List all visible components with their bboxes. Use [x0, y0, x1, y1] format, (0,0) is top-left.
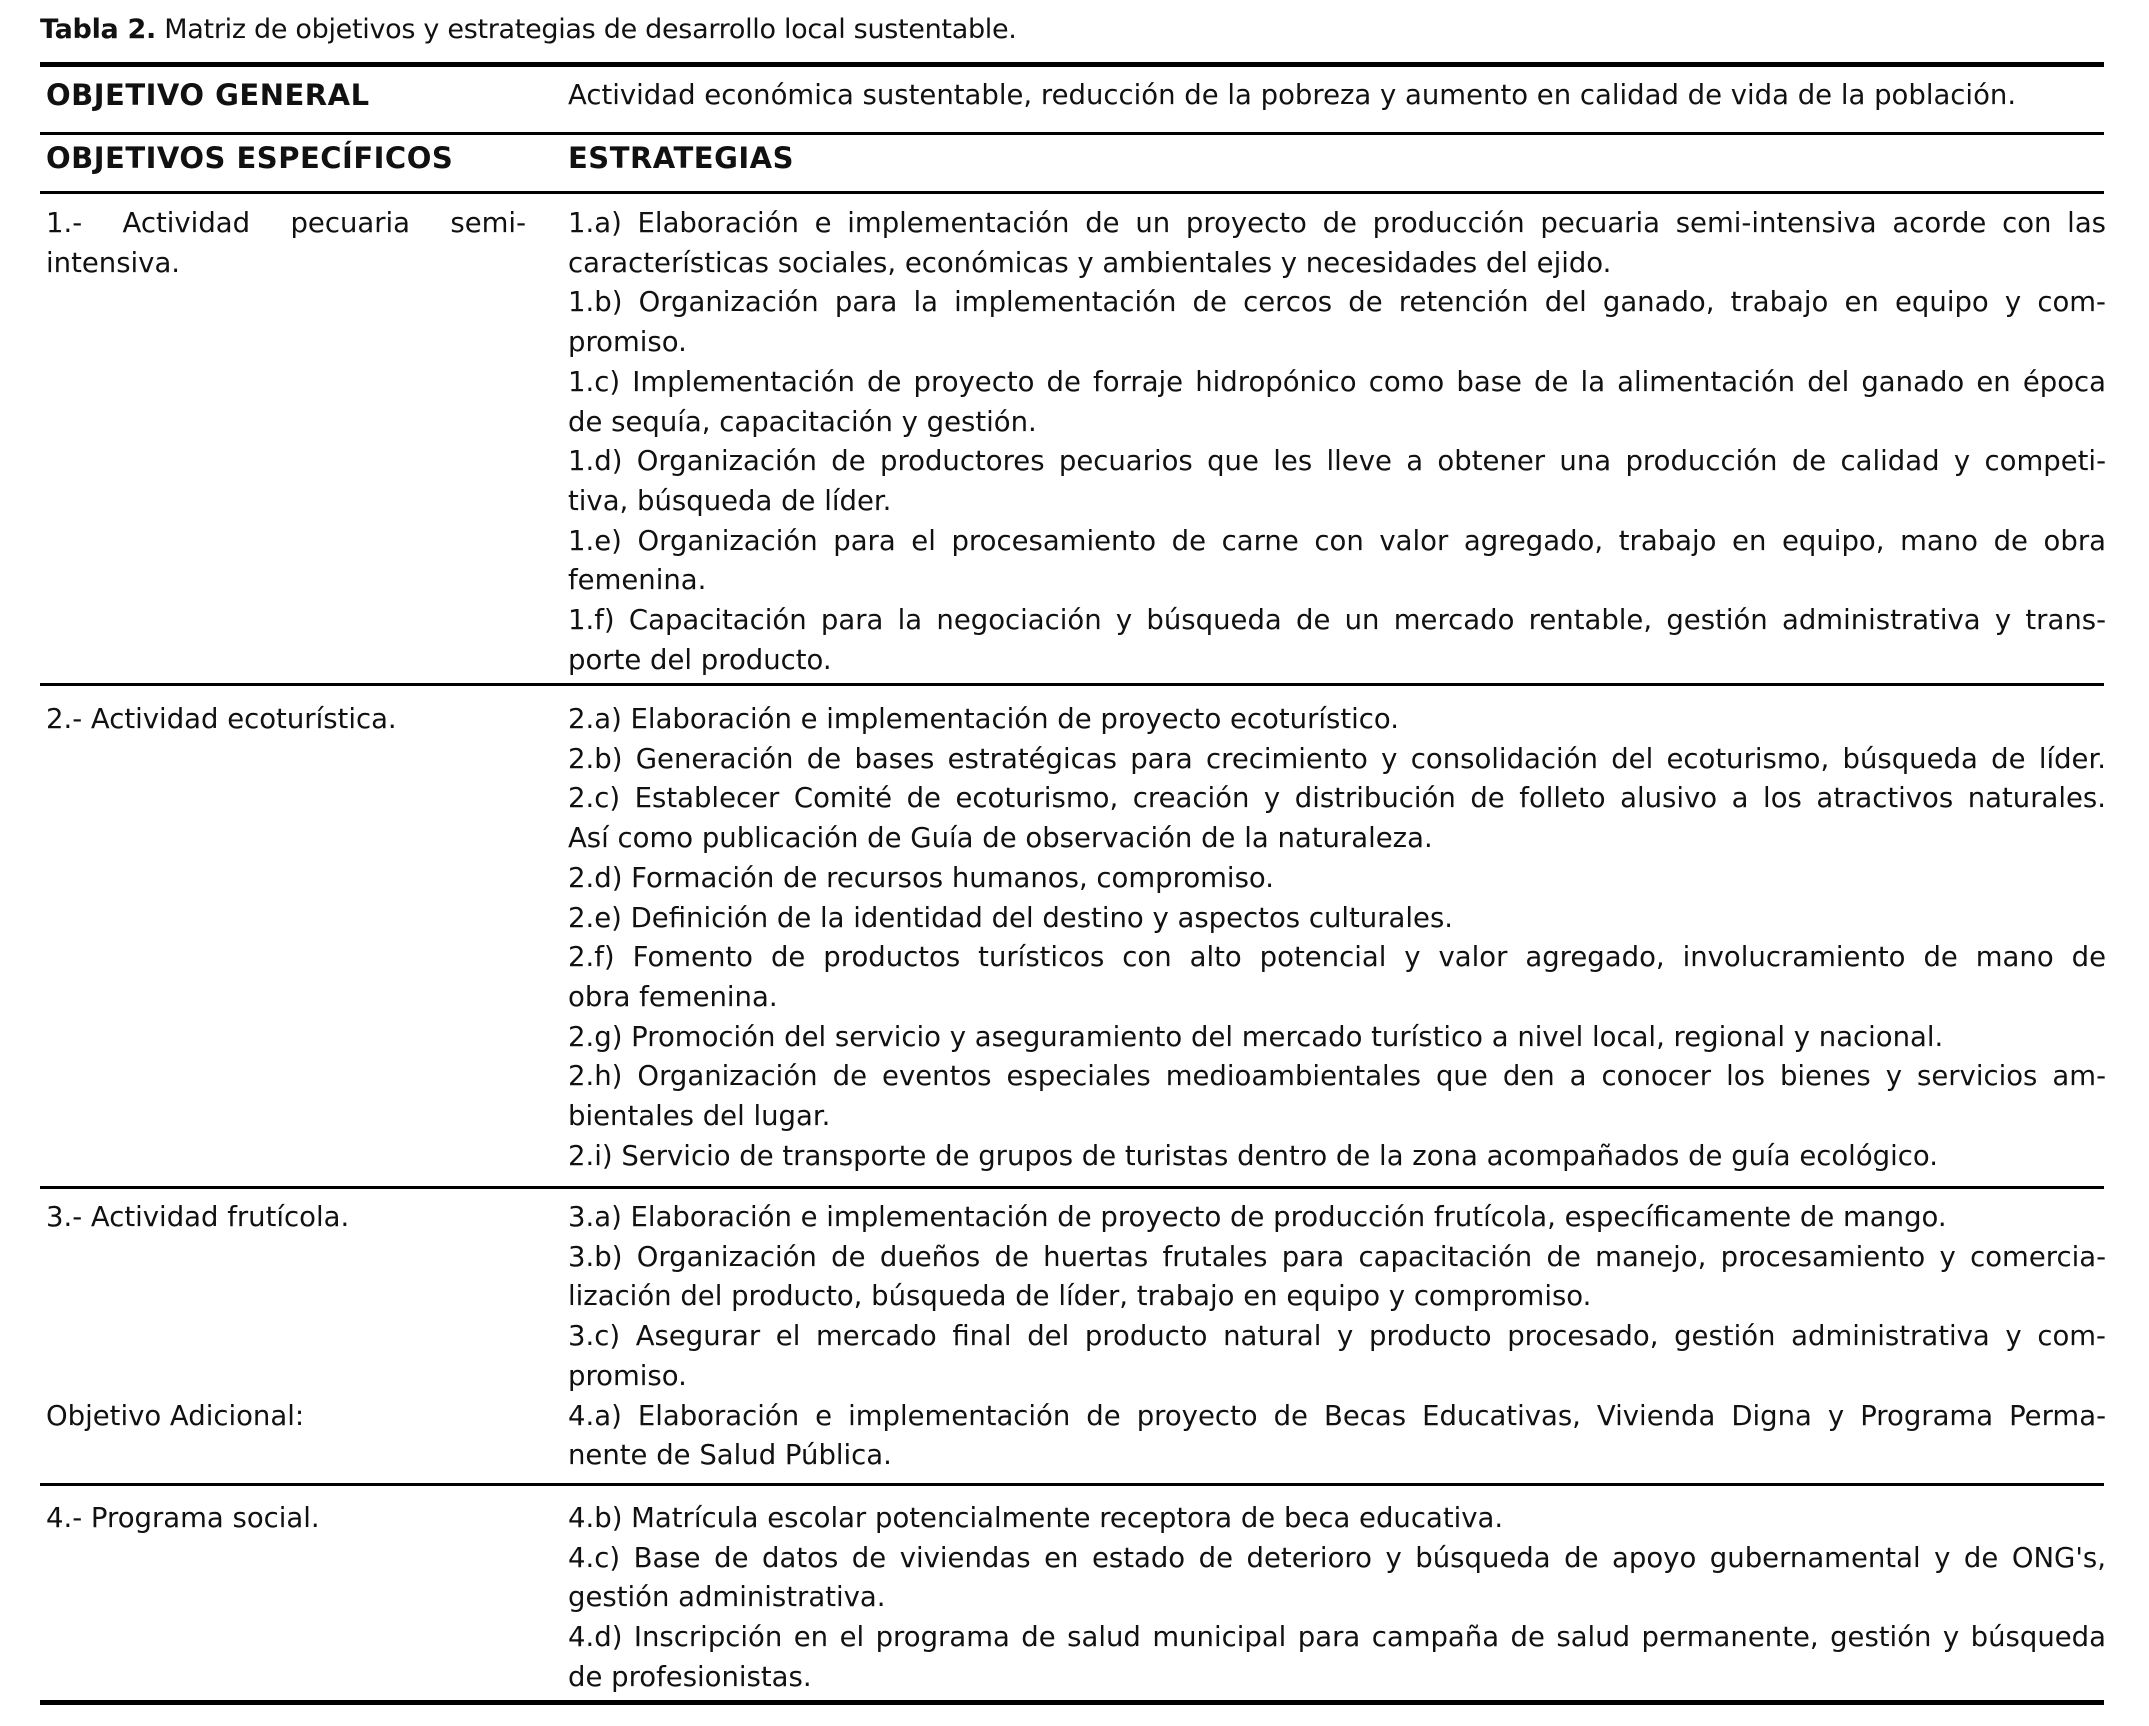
strategies-cell [568, 204, 2106, 680]
row-rule-1 [40, 683, 2104, 686]
strategy-line: de sequía, capacitación y gestión. [568, 405, 1037, 438]
objective-line: 1.- Actividad pecuaria semi- [46, 207, 526, 239]
strategy-line: 1.c) Implementación de proyecto de forraje hidropónico como base de la alimentación del ganado en época [568, 365, 2106, 398]
strategy-line: 1.f) Capacitación para la negociación y búsqueda de un mercado rentable, gestión administrativa y trans- [568, 604, 2106, 637]
strategy-line: 2.f) Fomento de productos turísticos con alto potencial y valor agregado, involucramiento de mano de [568, 941, 2106, 974]
row-rule-2 [40, 1186, 2104, 1189]
bottom-rule [40, 1700, 2104, 1705]
strategy-line: femenina. [568, 564, 707, 597]
strategy-line: promiso. [568, 326, 687, 359]
caption-text: Matriz de objetivos y estrategias de desarrollo local sustentable. [156, 14, 1017, 45]
extra-objective-label: Objetivo Adicional: [46, 1399, 305, 1432]
strategy-line: 1.a) Elaboración e implementación de un proyecto de producción pecuaria semi-intensiva acorde con las [568, 207, 2106, 239]
strategy-line: 2.b) Generación de bases estratégicas para crecimiento y consolidación del ecoturismo, búsqueda de líder. [568, 742, 2106, 775]
strategy-line: 1.b) Organización para la implementación de cercos de retención del ganado, trabajo en equipo y com- [568, 286, 2106, 319]
strategy-line: bientales del lugar. [568, 1100, 831, 1133]
strategy-line: 4.d) Inscripción en el programa de salud municipal para campaña de salud permanente, gestión y búsqueda [568, 1621, 2106, 1654]
strategy-line: 1.e) Organización para el procesamiento de carne con valor agregado, trabajo en equipo, mano de obra [568, 524, 2106, 557]
objective-line: 4.- Programa social. [46, 1502, 320, 1534]
strategy-line: 2.e) Definición de la identidad del destino y aspectos culturales. [568, 901, 1454, 934]
strategy-line: 4.b) Matrícula escolar potencialmente receptora de beca educativa. [568, 1502, 1504, 1534]
objective-cell [46, 1499, 526, 1539]
caption-label: Tabla 2. [40, 14, 157, 45]
strategy-line: nente de Salud Pública. [568, 1439, 892, 1472]
strategy-line: 3.c) Asegurar el mercado final del producto natural y producto procesado, gestión administrativa y com- [568, 1320, 2106, 1353]
strategy-line: 4.a) Elaboración e implementación de proyecto de Becas Educativas, Vivienda Digna y Programa Perma- [568, 1399, 2106, 1432]
objective-line: 3.- Actividad frutícola. [46, 1201, 350, 1233]
header-strategies: ESTRATEGIAS [568, 141, 795, 175]
spacer [46, 1317, 526, 1357]
header-objectives: OBJETIVOS ESPECÍFICOS [46, 141, 454, 175]
strategy-line: gestión administrativa. [568, 1581, 886, 1614]
strategy-line: 2.i) Servicio de transporte de grupos de turistas dentro de la zona acompañados de guía ecológico. [568, 1139, 1938, 1172]
table-caption [40, 14, 1017, 45]
strategy-line: características sociales, económicas y ambientales y necesidades del ejido. [568, 246, 1612, 279]
objective-line: intensiva. [46, 246, 181, 279]
top-rule [40, 62, 2104, 67]
spacer [46, 1238, 526, 1278]
header-rule [40, 191, 2104, 194]
strategy-line: porte del producto. [568, 643, 832, 676]
strategy-line: 2.d) Formación de recursos humanos, compromiso. [568, 861, 1274, 894]
objective-cell [46, 700, 526, 740]
strategy-line: promiso. [568, 1359, 687, 1392]
objective-cell [46, 1198, 526, 1436]
spacer [46, 1277, 526, 1317]
strategy-line: 4.c) Base de datos de viviendas en estado de deterioro y búsqueda de apoyo gubernamental y de ONG's, [568, 1541, 2106, 1574]
strategy-line: 3.a) Elaboración e implementación de proyecto de producción frutícola, específicamente de mango. [568, 1201, 1947, 1233]
strategy-line: 2.c) Establecer Comité de ecoturismo, creación y distribución de folleto alusivo a los atractivos naturales. [568, 782, 2106, 815]
objective-line: 2.- Actividad ecoturística. [46, 703, 397, 735]
strategy-line: 3.b) Organización de dueños de huertas frutales para capacitación de manejo, procesamiento y comercia- [568, 1240, 2106, 1273]
strategy-line: tiva, búsqueda de líder. [568, 484, 892, 517]
strategy-line: Así como publicación de Guía de observación de la naturaleza. [568, 822, 1433, 855]
strategy-line: de profesionistas. [568, 1660, 812, 1693]
strategy-line: lización del producto, búsqueda de líder, trabajo en equipo y compromiso. [568, 1280, 1592, 1313]
strategy-line: 1.d) Organización de productores pecuarios que les lleve a obtener una producción de calidad y competi- [568, 445, 2106, 478]
strategy-line: 2.g) Promoción del servicio y aseguramiento del mercado turístico a nivel local, regional y nacional. [568, 1020, 1944, 1053]
strategies-cell [568, 1499, 2106, 1698]
objective-cell [46, 204, 526, 283]
strategies-cell [568, 700, 2106, 1176]
general-objective-text: Actividad económica sustentable, reducción de la pobreza y aumento en calidad de vida de la población. [568, 79, 2017, 111]
general-rule [40, 132, 2104, 135]
general-objective-label: OBJETIVO GENERAL [46, 78, 370, 112]
strategies-cell [568, 1198, 2106, 1476]
row-rule-3 [40, 1483, 2104, 1486]
spacer [46, 1357, 526, 1397]
strategy-line: 2.a) Elaboración e implementación de proyecto ecoturístico. [568, 703, 1399, 735]
strategy-line: 2.h) Organización de eventos especiales medioambientales que den a conocer los bienes y servicios am- [568, 1060, 2106, 1093]
strategy-line: obra femenina. [568, 980, 778, 1013]
